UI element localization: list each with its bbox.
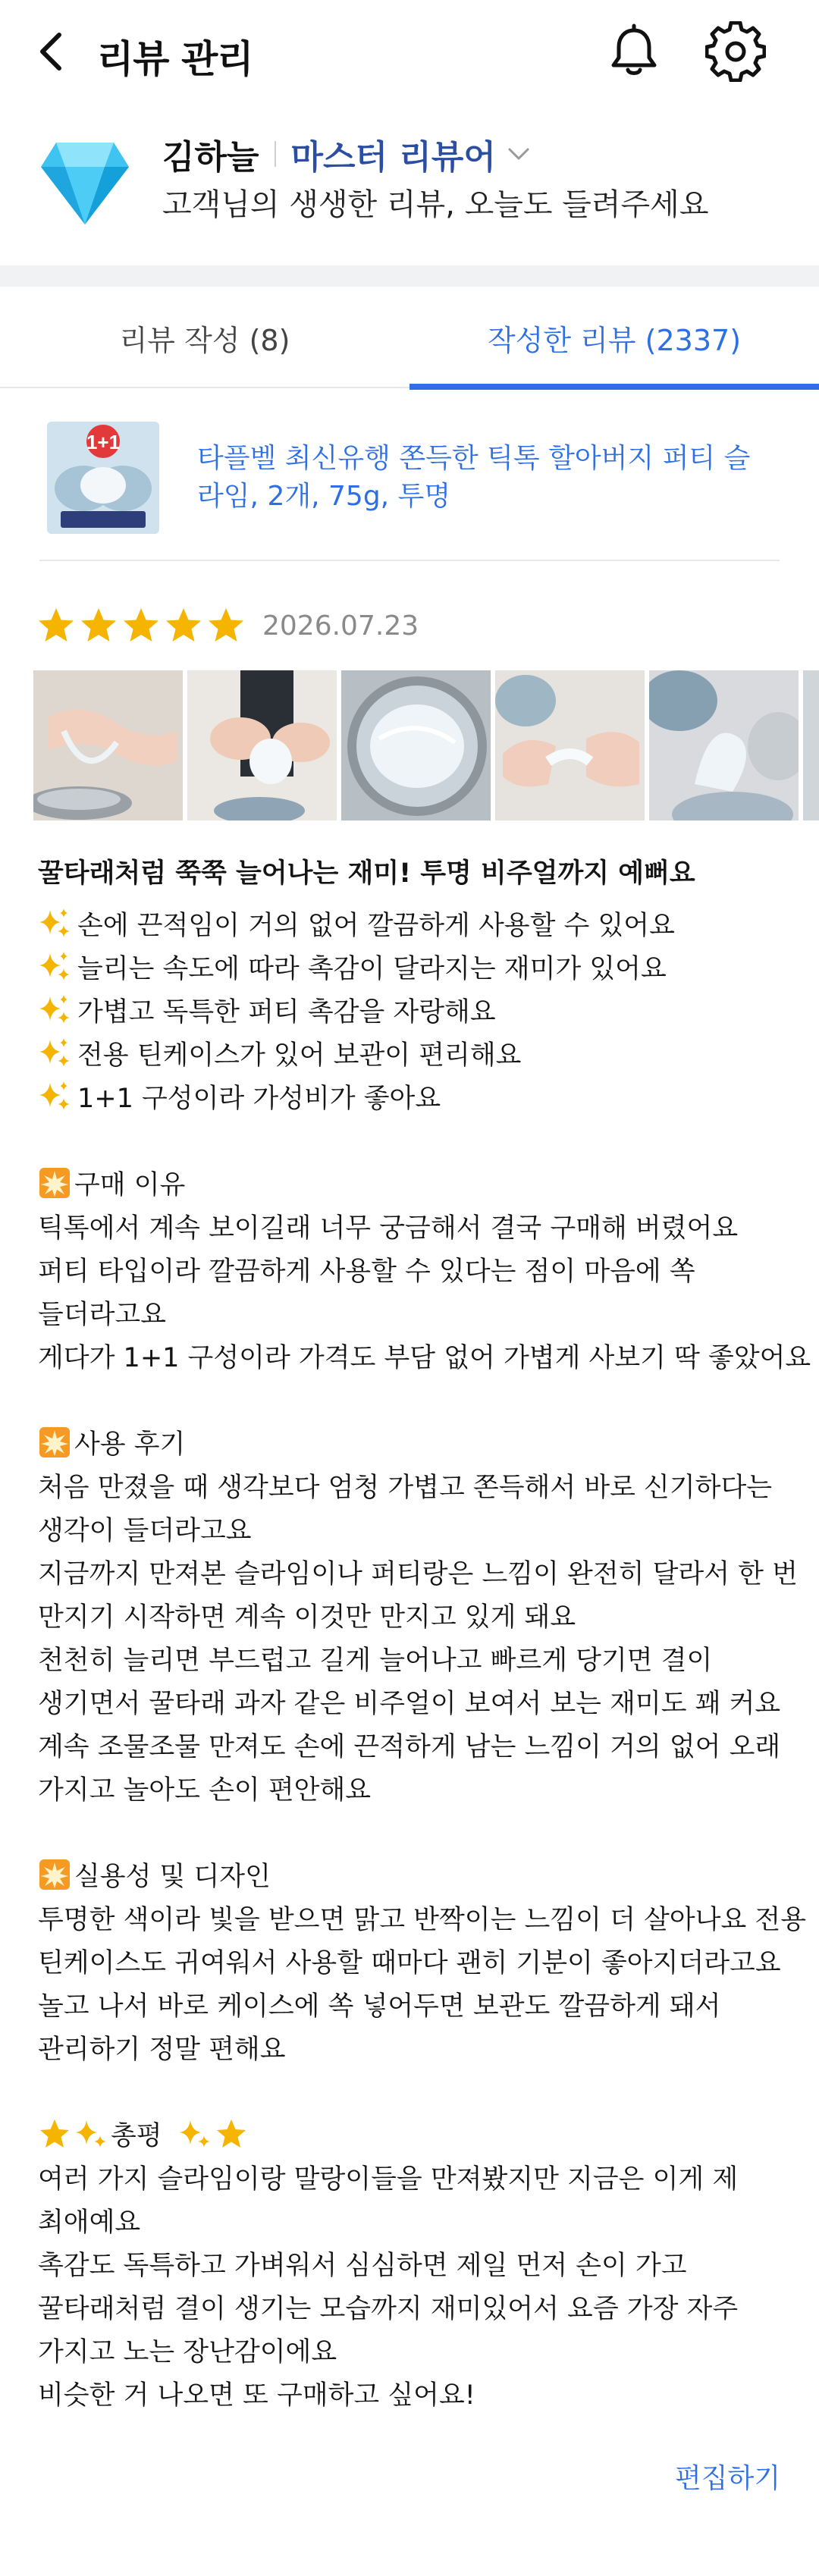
sparkles-icon — [38, 907, 71, 940]
star-icon — [36, 606, 76, 645]
section-heading — [38, 2115, 789, 2158]
sparkles-icon — [38, 1037, 71, 1070]
highlight-item — [38, 1034, 789, 1078]
bell-icon — [604, 21, 664, 82]
star-icon — [79, 606, 118, 645]
review-tabs — [0, 287, 819, 388]
diamond-icon — [39, 138, 130, 227]
review-line: 생각이 들더라고요 — [38, 1516, 252, 1546]
notifications-button[interactable] — [604, 21, 664, 82]
review-line: 틱톡에서 계속 보이길래 너무 궁금해서 결국 구매해 버렸어요 — [38, 1213, 739, 1244]
gear-icon — [705, 21, 766, 82]
review-line: 투명한 색이라 빛을 받으면 맑고 반짝이는 느낌이 더 살아나요 전용 — [38, 1905, 807, 1935]
review-line: 틴케이스도 귀여워서 사용할 때마다 괜히 기분이 좋아지더라고요 — [38, 1948, 781, 1978]
review-photo[interactable] — [803, 670, 819, 820]
review-title: 꿀타래처럼 쭉쭉 늘어나는 재미! 투명 비주얼까지 예뻐요 — [38, 858, 695, 889]
section-heading-text: 구매 이유 — [74, 1170, 186, 1200]
review-line: 들더라고요 — [38, 1300, 167, 1330]
review-date: 2026.07.23 — [262, 610, 419, 642]
review-photo[interactable] — [649, 670, 799, 820]
tab-written-reviews[interactable]: 작성한 리뷰 (2337) — [487, 323, 742, 357]
settings-button[interactable] — [705, 21, 766, 82]
review-line: 여러 가지 슬라임이랑 말랑이들을 만져봤지만 지금은 이게 제 — [38, 2164, 739, 2195]
reviewer-profile — [0, 106, 819, 265]
section-heading — [38, 1423, 789, 1467]
highlight-item — [38, 905, 789, 948]
review-line: 처음 만졌을 때 생각보다 엄청 가볍고 쫀득해서 바로 신기하다는 — [38, 1473, 773, 1503]
sparkles-icon — [178, 2117, 212, 2151]
section-heading — [38, 1856, 789, 1899]
highlight-item — [38, 1078, 789, 1121]
review-line: 가지고 노는 장난감이에요 — [38, 2337, 337, 2367]
review-line: 최애예요 — [38, 2207, 141, 2238]
app-header — [0, 0, 819, 106]
product-row[interactable] — [39, 409, 780, 561]
review-line: 비슷한 거 나오면 또 구매하고 싶어요! — [38, 2380, 475, 2411]
review-line: 게다가 1+1 구성이라 가격도 부담 없어 가볍게 사보기 딱 좋았어요 — [38, 1343, 811, 1373]
sparkles-icon — [38, 993, 71, 1027]
reviewer-grade[interactable]: 마스터 리뷰어 — [290, 138, 496, 177]
review-line: 촉감도 독특하고 가벼워서 심심하면 제일 먼저 손이 가고 — [38, 2251, 687, 2281]
review-line: 만지기 시작하면 계속 이것만 만지고 있게 돼요 — [38, 1602, 576, 1633]
chevron-down-icon[interactable] — [504, 139, 534, 169]
greeting-text: 고객님의 생생한 리뷰, 오늘도 들려주세요 — [162, 187, 709, 222]
section-heading-text: 실용성 및 디자인 — [74, 1862, 271, 1892]
divider — [275, 141, 276, 167]
sparkles-icon — [38, 950, 71, 984]
highlight-text: 전용 틴케이스가 있어 보관이 편리해요 — [77, 1040, 522, 1071]
page-title: 리뷰 관리 — [97, 37, 253, 81]
section-divider — [0, 265, 819, 287]
review-photo[interactable] — [33, 670, 183, 820]
highlight-item — [38, 991, 789, 1034]
star-icon — [164, 606, 203, 645]
star-icon — [215, 2117, 248, 2151]
sparkles-icon — [74, 2117, 108, 2151]
review-line: 지금까지 만져본 슬라임이나 퍼티랑은 느낌이 완전히 달라서 한 번 — [38, 1559, 798, 1589]
starburst-icon — [38, 1426, 71, 1459]
highlight-text: 가볍고 독특한 퍼티 촉감을 자랑해요 — [77, 997, 496, 1028]
review-photo[interactable] — [495, 670, 645, 820]
section-heading — [38, 1164, 789, 1207]
review-photo[interactable] — [187, 670, 337, 820]
highlight-text: 늘리는 속도에 따라 촉감이 달라지는 재미가 있어요 — [77, 954, 667, 984]
back-button[interactable] — [30, 27, 76, 76]
rating-row — [36, 603, 419, 648]
starburst-icon — [38, 1166, 71, 1200]
section-heading-text: 사용 후기 — [74, 1429, 186, 1460]
product-thumbnail[interactable] — [47, 422, 159, 534]
user-info-line — [162, 129, 534, 179]
review-line: 계속 조물조물 만져도 손에 끈적하게 남는 느낌이 거의 없어 오래 — [38, 1732, 781, 1762]
active-tab-indicator — [410, 384, 819, 390]
highlight-item — [38, 948, 789, 991]
product-name[interactable]: 타플벨 최신유행 쫀득한 틱톡 할아버지 퍼티 슬라임, 2개, 75g, 투명 — [197, 443, 751, 512]
review-line: 꿀타래처럼 결이 생기는 모습까지 재미있어서 요즘 가장 자주 — [38, 2294, 739, 2324]
review-line: 관리하기 정말 편해요 — [38, 2035, 286, 2065]
review-line: 놀고 나서 바로 케이스에 쏙 넣어두면 보관도 깔끔하게 돼서 — [38, 1991, 721, 2022]
review-line: 천천히 늘리면 부드럽고 길게 늘어나고 빠르게 당기면 결이 — [38, 1646, 713, 1676]
starburst-icon — [38, 1858, 71, 1891]
section-heading-text: 총평 — [111, 2121, 162, 2151]
user-name: 김하늘 — [162, 138, 259, 177]
highlight-text: 손에 끈적임이 거의 없어 깔끔하게 사용할 수 있어요 — [77, 911, 675, 941]
highlight-text: 1+1 구성이라 가성비가 좋아요 — [77, 1084, 441, 1114]
star-icon — [38, 2117, 71, 2151]
thumb-badge: 1+1 — [86, 431, 121, 453]
review-line: 생기면서 꿀타래 과자 같은 비주얼이 보여서 보는 재미도 꽤 커요 — [38, 1689, 781, 1719]
tab-write-review[interactable]: 리뷰 작성 (8) — [119, 323, 290, 357]
sparkles-icon — [38, 1080, 71, 1113]
review-line: 가지고 놀아도 손이 편안해요 — [38, 1775, 372, 1806]
chevron-left-icon — [30, 27, 76, 76]
review-photo[interactable] — [341, 670, 491, 820]
edit-button[interactable]: 편집하기 — [675, 2463, 781, 2494]
review-photos — [33, 670, 819, 820]
star-icon — [206, 606, 246, 645]
review-line: 퍼티 타입이라 깔끔하게 사용할 수 있다는 점이 마음에 쏙 — [38, 1257, 695, 1287]
review-body — [38, 852, 811, 2418]
star-icon — [121, 606, 161, 645]
